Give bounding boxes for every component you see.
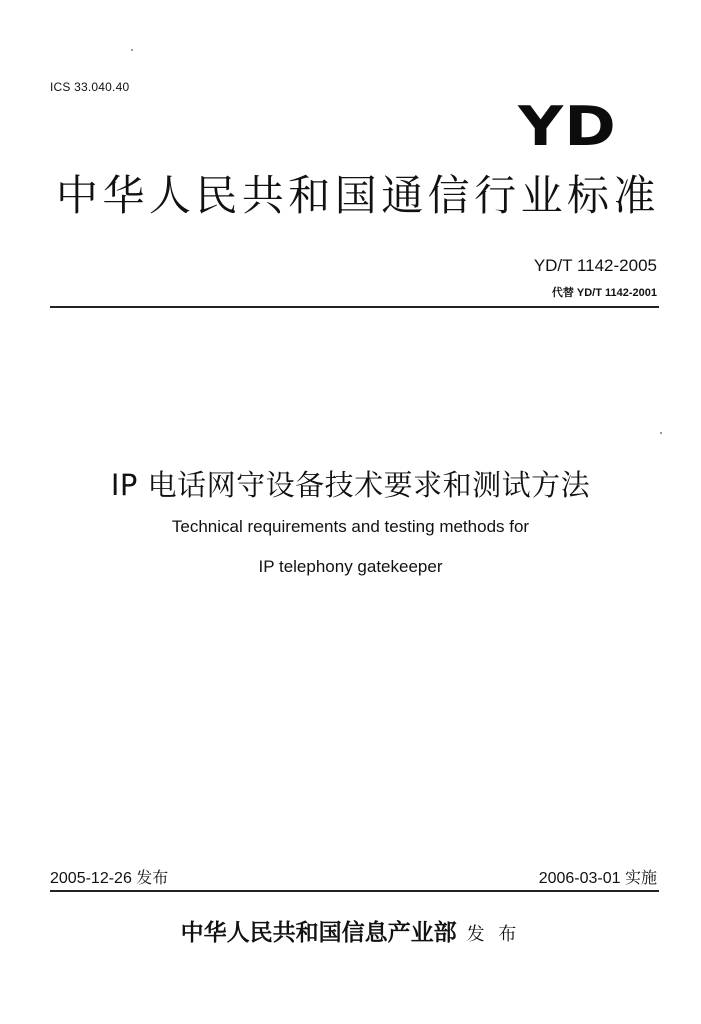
scan-speck (131, 49, 133, 51)
standard-number: YD/T 1142-2005 (533, 256, 657, 275)
footer-divider (50, 890, 659, 892)
implementation-date: 2006-03-01 实施 (538, 870, 657, 887)
ics-code: ICS 33.040.40 (50, 80, 130, 94)
publisher (0, 916, 701, 952)
replaces-standard: 代替 YD/T 1142-2001 (551, 287, 657, 299)
header-divider (50, 306, 659, 308)
org-title: 中华人民共和国通信行业标准 (56, 171, 656, 220)
yd-logo: YD (518, 95, 617, 158)
document-title-chinese: IP 电话网守设备技术要求和测试方法 (110, 468, 591, 502)
document-title-english-line2: IP telephony gatekeeper (258, 557, 443, 576)
document-title-english-line1: Technical requirements and testing methods for (171, 517, 530, 536)
issue-date: 2005-12-26 发布 (50, 870, 169, 887)
publisher-name: 中华人民共和国信息产业部 (180, 919, 457, 946)
publisher-verb: 发 布 (466, 924, 521, 945)
scan-speck (660, 432, 662, 434)
